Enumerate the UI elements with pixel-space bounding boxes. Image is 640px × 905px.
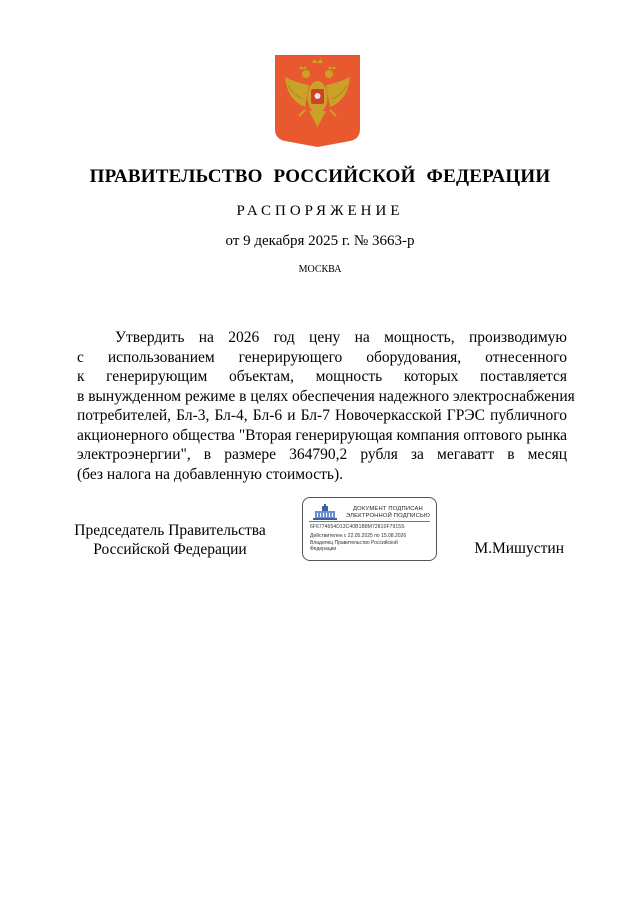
certificate-owner-line: Владелец Правительство Российской [310, 540, 398, 546]
government-building-icon [312, 504, 338, 522]
stamp-title-line: ДОКУМЕНТ ПОДПИСАН [353, 506, 423, 512]
signer-position [70, 521, 270, 559]
certificate-owner [310, 540, 430, 552]
stamp-title-line: ЭЛЕКТРОННОЙ ПОДПИСЬЮ [345, 513, 431, 519]
certificate-number: 6F6774654D13C40B1B8M72810F7915S [310, 524, 405, 530]
signer-position-line: Российской Федерации [93, 541, 247, 558]
signer-position-line: Председатель Правительства [74, 522, 266, 539]
government-title: ПРАВИТЕЛЬСТВО РОССИЙСКОЙ ФЕДЕРАЦИИ [89, 166, 551, 187]
body-line: Утвердить на 2026 год цену на мощность, производимую [115, 329, 567, 346]
state-emblem-icon [275, 55, 360, 147]
electronic-signature-stamp [302, 497, 437, 561]
document-date-number: от 9 декабря 2025 г. № 3663-р [225, 233, 415, 249]
body-line: к генерирующим объектам, мощность которых поставляется [77, 368, 567, 385]
stamp-title [343, 506, 433, 520]
body-line: акционерного общества "Вторая генерирующая компания оптового рынка [77, 426, 567, 444]
body-line: в вынужденном режиме в целях обеспечения надежного электроснабжения [77, 387, 575, 405]
body-line: электроэнергии", в размере 364790,2 рубля за мегаватт в месяц [77, 446, 567, 463]
body-line: с использованием генерирующего оборудования, отнесенного [77, 348, 567, 366]
certificate-validity: Действителен с 22.05.2025 по 15.08.2026 [310, 533, 407, 539]
document-type: РАСПОРЯЖЕНИЕ [236, 203, 404, 219]
body-line: потребителей, Бл-3, Бл-4, Бл-6 и Бл-7 Новочеркасской ГРЭС публичного [77, 407, 567, 424]
order-body [77, 328, 575, 484]
stamp-divider [309, 521, 430, 522]
document-city: МОСКВА [298, 264, 342, 275]
certificate-owner-line: Федерации [310, 546, 337, 552]
signer-name: М.Мишустин [474, 540, 564, 557]
body-line: (без налога на добавленную стоимость). [77, 465, 343, 483]
